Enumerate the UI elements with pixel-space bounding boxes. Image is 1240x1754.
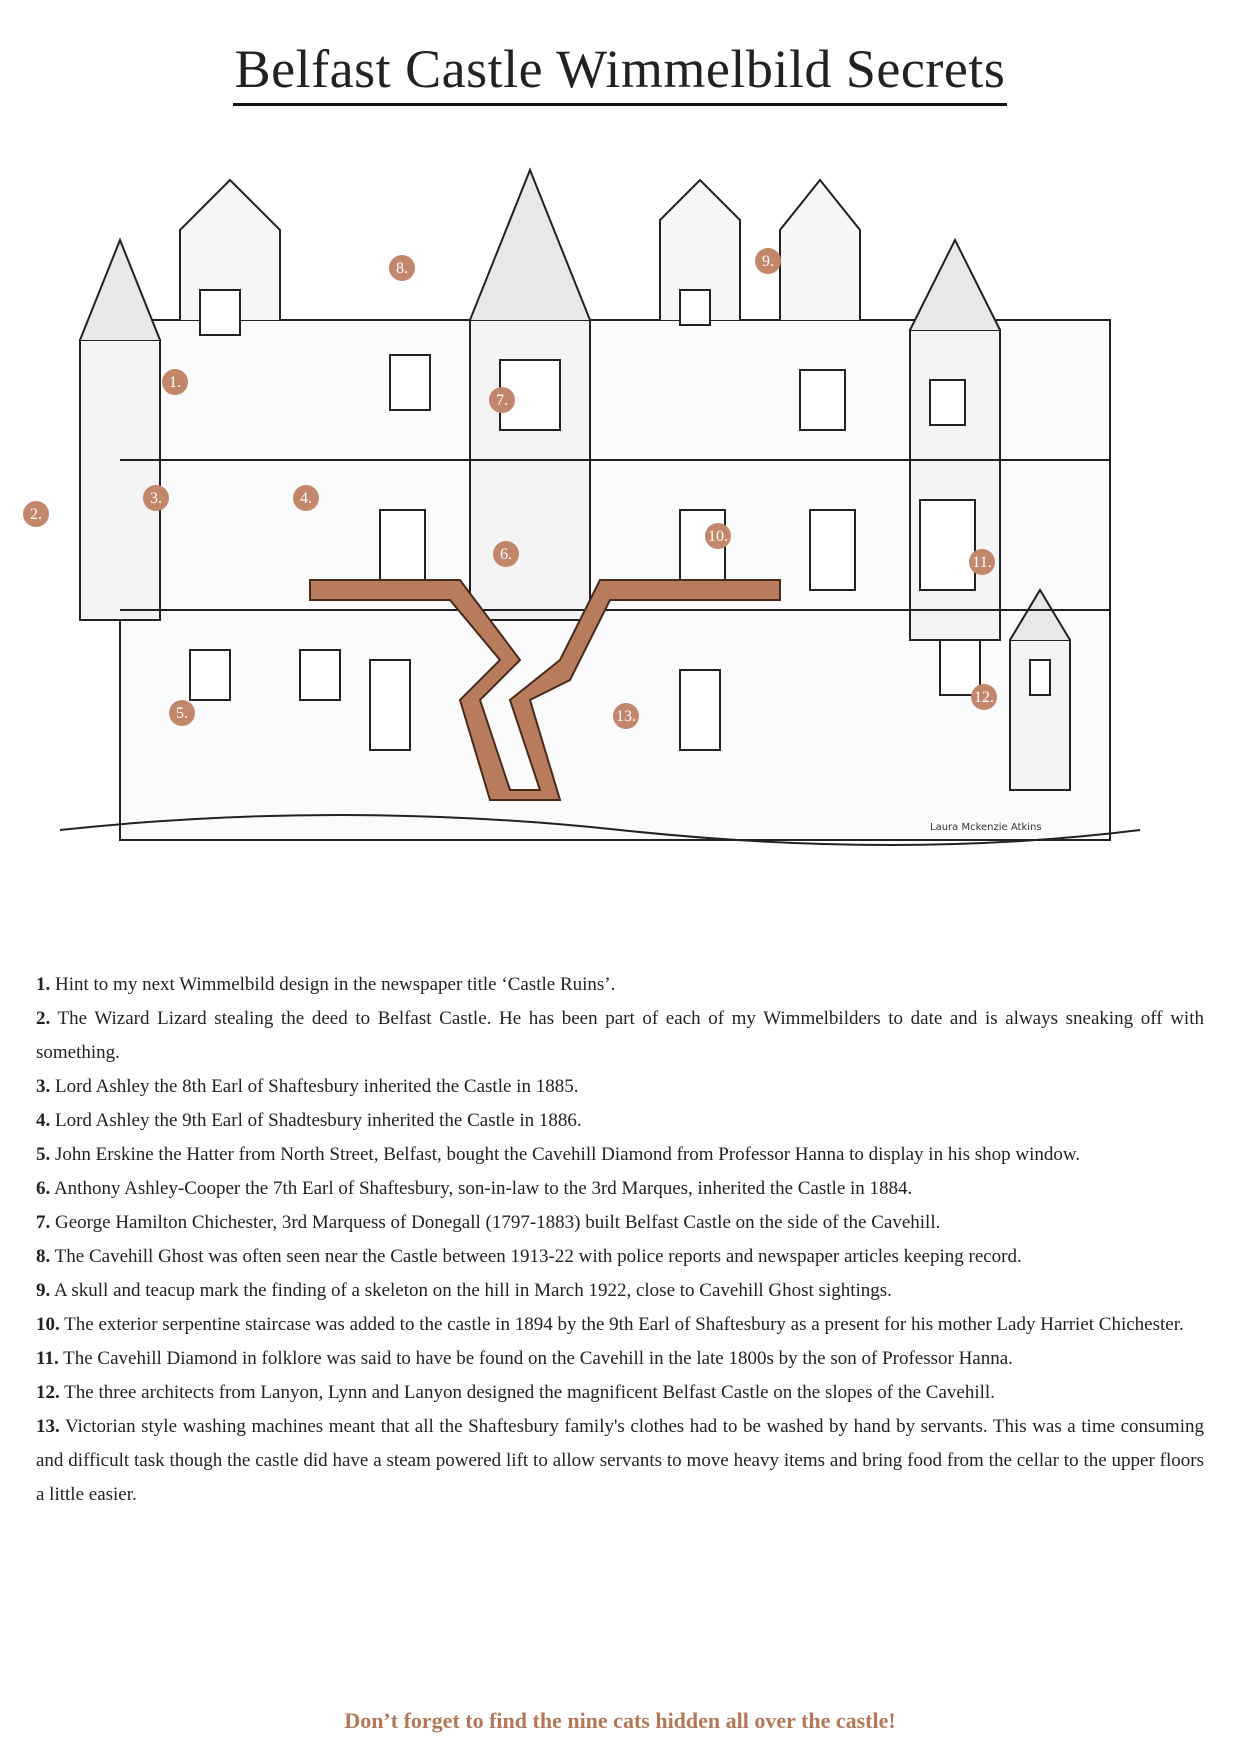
cats-reminder: Don’t forget to find the nine cats hidden all over the castle! bbox=[344, 1708, 896, 1733]
note-number: 3. bbox=[36, 1076, 51, 1097]
svg-text:11.: 11. bbox=[972, 554, 992, 571]
svg-text:4.: 4. bbox=[300, 490, 312, 507]
castle-illustration bbox=[30, 140, 1200, 930]
svg-text:8.: 8. bbox=[396, 260, 408, 277]
marker-1 bbox=[162, 369, 188, 395]
note-text: Lord Ashley the 9th Earl of Shadtesbury inherited the Castle in 1886. bbox=[55, 1110, 582, 1131]
note-text: The Cavehill Ghost was often seen near the Castle between 1913-22 with police reports and newspaper articles keeping record. bbox=[54, 1246, 1022, 1267]
marker-10 bbox=[705, 523, 731, 549]
marker-4 bbox=[293, 485, 319, 511]
note-item bbox=[36, 1308, 1204, 1342]
note-item bbox=[36, 1376, 1204, 1410]
svg-text:1.: 1. bbox=[169, 374, 181, 391]
note-item bbox=[36, 1206, 1204, 1240]
note-item bbox=[36, 1070, 1204, 1104]
note-number: 10. bbox=[36, 1314, 60, 1335]
note-number: 2. bbox=[36, 1008, 51, 1029]
marker-6 bbox=[493, 541, 519, 567]
notes-list bbox=[36, 968, 1204, 1512]
marker-9 bbox=[755, 248, 781, 274]
note-text: The Wizard Lizard stealing the deed to Belfast Castle. He has been part of each of my Wimmelbilders to date and is always sneaking off with something. bbox=[36, 1008, 1204, 1063]
note-item bbox=[36, 1342, 1204, 1376]
note-item bbox=[36, 1138, 1204, 1172]
note-text: George Hamilton Chichester, 3rd Marquess of Donegall (1797-1883) built Belfast Castle on the side of the Cavehill. bbox=[55, 1212, 941, 1233]
note-item bbox=[36, 1172, 1204, 1206]
svg-text:6.: 6. bbox=[500, 546, 512, 563]
svg-text:10.: 10. bbox=[708, 528, 728, 545]
svg-text:12.: 12. bbox=[974, 689, 994, 706]
svg-text:13.: 13. bbox=[616, 708, 636, 725]
note-item bbox=[36, 1002, 1204, 1070]
marker-13 bbox=[613, 703, 639, 729]
note-text: The Cavehill Diamond in folklore was said to have be found on the Cavehill in the late 1800s by the son of Professor Hanna. bbox=[63, 1348, 1013, 1369]
page-title: Belfast Castle Wimmelbild Secrets bbox=[233, 39, 1008, 106]
note-number: 4. bbox=[36, 1110, 51, 1131]
svg-text:3.: 3. bbox=[150, 490, 162, 507]
note-item bbox=[36, 1274, 1204, 1308]
page-title-wrap bbox=[0, 38, 1240, 100]
marker-3 bbox=[143, 485, 169, 511]
note-text: The three architects from Lanyon, Lynn and Lanyon designed the magnificent Belfast Castle on the slopes of the Cavehill. bbox=[64, 1382, 995, 1403]
note-number: 8. bbox=[36, 1246, 51, 1267]
svg-text:5.: 5. bbox=[176, 705, 188, 722]
note-item bbox=[36, 1410, 1204, 1512]
marker-5 bbox=[169, 700, 195, 726]
note-text: Lord Ashley the 8th Earl of Shaftesbury inherited the Castle in 1885. bbox=[55, 1076, 579, 1097]
svg-text:2.: 2. bbox=[30, 506, 42, 523]
note-text: Victorian style washing machines meant that all the Shaftesbury family's clothes had to be washed by hand by servants. This was a time consuming and difficult task though the castle did have a steam powered lift to allow servants to move heavy items and bring food from the cellar to the upper floors a little easier. bbox=[36, 1416, 1204, 1505]
artist-signature: Laura Mckenzie Atkins bbox=[930, 822, 1042, 833]
marker-12 bbox=[971, 684, 997, 710]
note-number: 13. bbox=[36, 1416, 60, 1437]
svg-text:7.: 7. bbox=[496, 392, 508, 409]
note-text: Hint to my next Wimmelbild design in the newspaper title ‘Castle Ruins’. bbox=[55, 974, 616, 995]
note-item bbox=[36, 968, 1204, 1002]
marker-8 bbox=[389, 255, 415, 281]
note-text: John Erskine the Hatter from North Street, Belfast, bought the Cavehill Diamond from Professor Hanna to display in his shop window. bbox=[55, 1144, 1081, 1165]
note-number: 1. bbox=[36, 974, 51, 995]
note-number: 5. bbox=[36, 1144, 51, 1165]
note-item bbox=[36, 1104, 1204, 1138]
note-number: 12. bbox=[36, 1382, 60, 1403]
note-text: A skull and teacup mark the finding of a skeleton on the hill in March 1922, close to Cavehill Ghost sightings. bbox=[53, 1280, 892, 1301]
svg-text:9.: 9. bbox=[762, 253, 774, 270]
marker-11 bbox=[969, 549, 995, 575]
marker-7 bbox=[489, 387, 515, 413]
note-number: 9. bbox=[36, 1280, 51, 1301]
note-number: 11. bbox=[36, 1348, 59, 1369]
note-text: The exterior serpentine staircase was added to the castle in 1894 by the 9th Earl of Shaftesbury as a present for his mother Lady Harriet Chichester. bbox=[64, 1314, 1184, 1335]
note-number: 6. bbox=[36, 1178, 51, 1199]
note-item bbox=[36, 1240, 1204, 1274]
note-number: 7. bbox=[36, 1212, 51, 1233]
note-text: Anthony Ashley-Cooper the 7th Earl of Shaftesbury, son-in-law to the 3rd Marques, inherited the Castle in 1884. bbox=[53, 1178, 913, 1199]
marker-2 bbox=[23, 501, 49, 527]
